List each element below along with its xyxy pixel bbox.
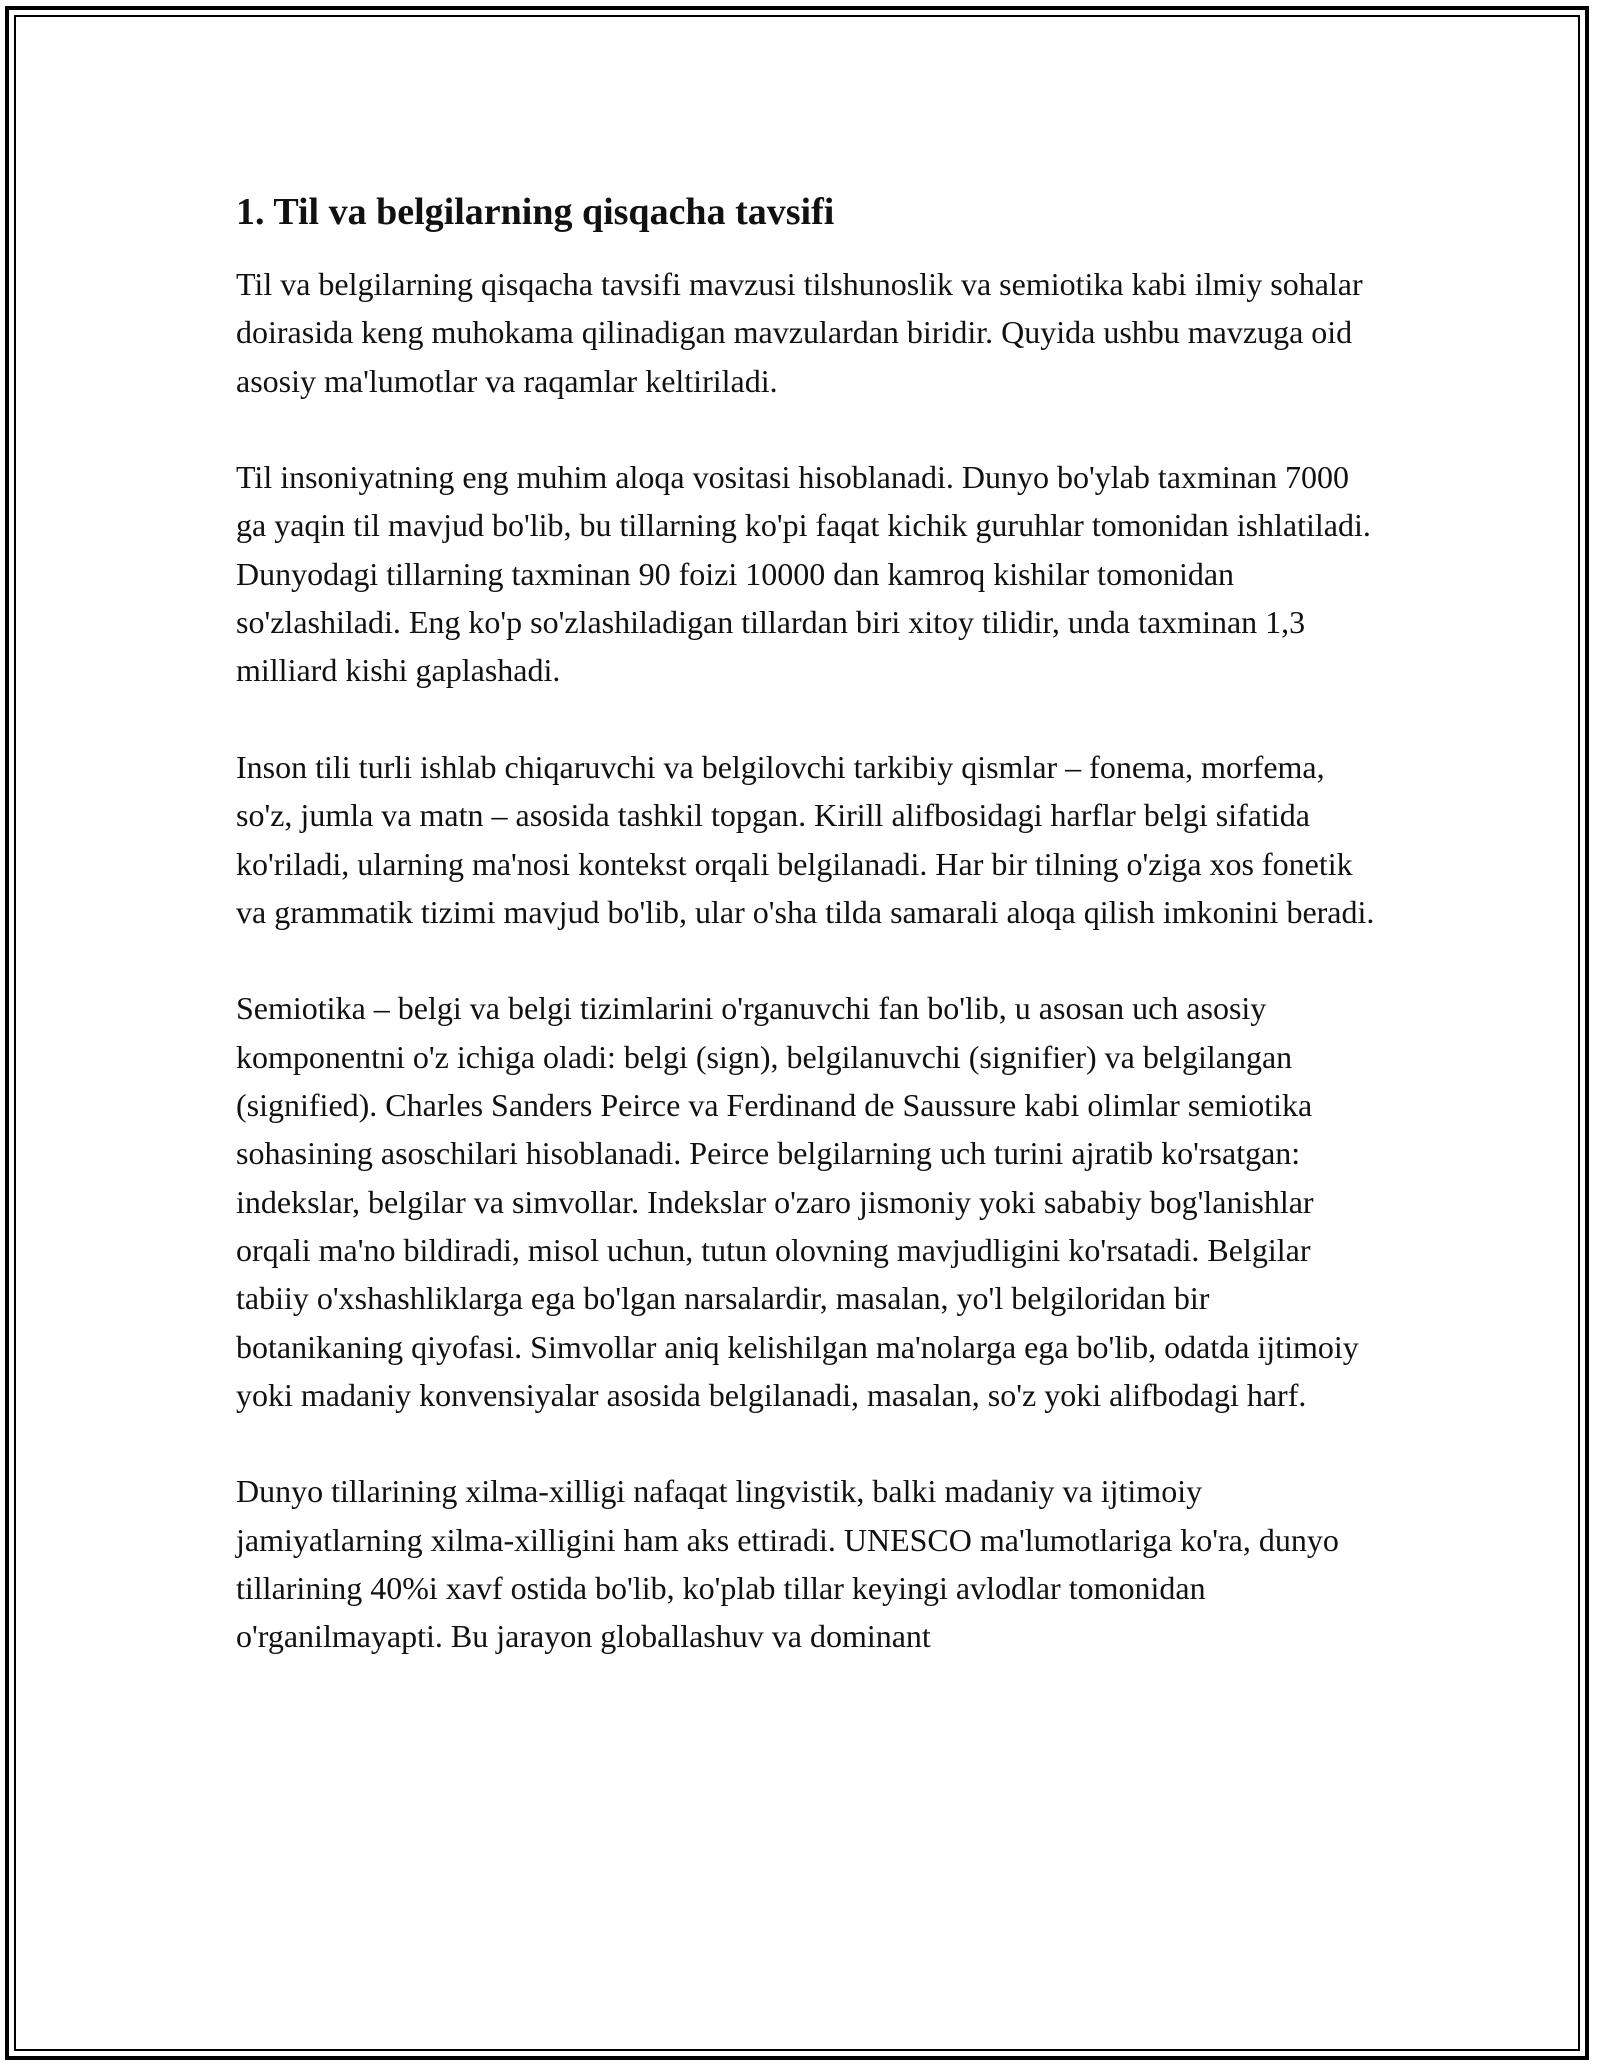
section-heading: 1. Til va belgilarning qisqacha tavsifi	[236, 191, 835, 233]
paragraph-language-structure: Inson tili turli ishlab chiqaruvchi va belgilovchi tarkibiy qismlar – fonema, morfema, so'z, jumla va matn – asosida tashkil topgan. Kirill alifbosidagi harflar belgi sifatida ko'riladi, ularning ma'nosi kontekst orqali belgilanadi. Har bir tilning o'ziga xos fonetik va grammatik tizimi mavjud bo'lib, ular o'sha tilda samarali aloqa qilish imkonini beradi.	[236, 748, 1375, 930]
paragraph-intro: Til va belgilarning qisqacha tavsifi mavzusi tilshunoslik va semiotika kabi ilmiy sohalar doirasida keng muhokama qilinadigan mavzulardan biridir. Quyida ushbu mavzuga oid asosiy ma'lumotlar va raqamlar keltiriladi.	[236, 266, 1363, 399]
paragraph-semiotics: Semiotika – belgi va belgi tizimlarini o'rganuvchi fan bo'lib, u asosan uch asosiy komponentni o'z ichiga oladi: belgi (sign), belgilanuvchi (signifier) va belgilangan (signified). Charles Sanders Peirce va Ferdinand de Saussure kabi olimlar semiotika sohasining asoschilari hisoblanadi. Peirce belgilarning uch turini ajratib ko'rsatgan: indekslar, belgilar va simvollar. Indekslar o'zaro jismoniy yoki sababiy bog'lanishlar orqali ma'no bildiradi, misol uchun, tutun olovning mavjudligini ko'rsatadi. Belgilar tabiiy o'xshashliklarga ega bo'lgan narsalardir, masalan, yo'l belgiloridan bir botanikaning qiyofasi. Simvollar aniq kelishilgan ma'nolarga ega bo'lib, odatda ijtimoiy yoki madaniy konvensiyalar asosida belgilanadi, masalan, so'z yoki alifbodagi harf.	[236, 990, 1359, 1413]
paragraph-language-count: Til insoniyatning eng muhim aloqa vositasi hisoblanadi. Dunyo bo'ylab taxminan 7000 ga yaqin til mavjud bo'lib, bu tillarning ko'pi faqat kichik guruhlar tomonidan ishlatiladi. Dunyodagi tillarning taxminan 90 foizi 10000 dan kamroq kishilar tomonidan so'zlashiladi. Eng ko'p so'zlashiladigan tillardan biri xitoy tilidir, unda taxminan 1,3 milliard kishi gaplashadi.	[236, 459, 1371, 689]
paragraph-language-diversity: Dunyo tillarining xilma-xilligi nafaqat lingvistik, balki madaniy va ijtimoiy jamiyatlarning xilma-xilligini ham aks ettiradi. UNESCO ma'lumotlariga ko'ra, dunyo tillarining 40%i xavf ostida bo'lib, ko'plab tillar keyingi avlodlar tomonidan o'rganilmayapti. Bu jarayon globallashuv va dominant	[236, 1473, 1339, 1655]
document-body	[236, 186, 1376, 1709]
